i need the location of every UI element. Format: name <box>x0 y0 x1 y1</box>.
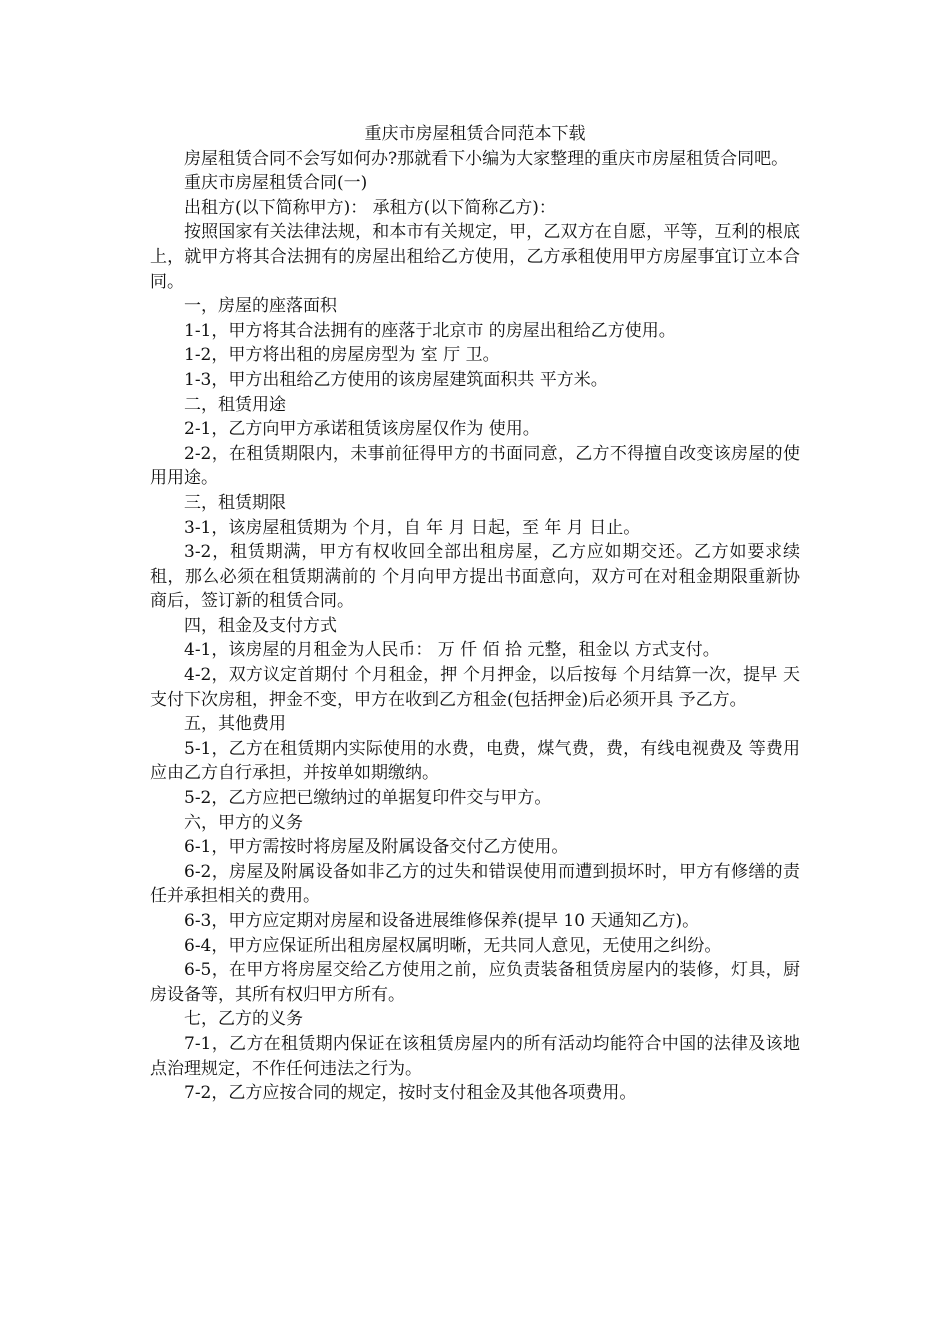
document-title: 重庆市房屋租赁合同范本下载 <box>364 124 586 144</box>
clause-7-1: 7-1，乙方在租赁期内保证在该租赁房屋内的所有活动均能符合中国的法律及该地点治理规定，不作任何违法之行为。 <box>150 1033 800 1079</box>
clause-4-1: 4-1，该房屋的月租金为人民币： 万 仟 佰 拾 元整，租金以 方式支付。 <box>184 640 720 661</box>
clause-4-2: 4-2，双方议定首期付 个月租金，押 个月押金，以后按每 个月结算一次，提早 天支付下次房租，押金不变，甲方在收到乙方租金(包括押金)后必须开具 予乙方。 <box>150 665 800 710</box>
section-heading-6: 六，甲方的义务 <box>184 812 303 833</box>
clause-6-3: 6-3，甲方应定期对房屋和设备进展维修保养(提早 10 天通知乙方)。 <box>184 911 700 931</box>
clause-3-1: 3-1，该房屋租赁期为 个月，自 年 月 日起，至 年 月 日止。 <box>184 517 641 538</box>
clause-1-3: 1-3，甲方出租给乙方使用的该房屋建筑面积共 平方米。 <box>184 369 608 390</box>
clause-6-1: 6-1，甲方需按时将房屋及附属设备交付乙方使用。 <box>184 837 569 858</box>
clause-6-5: 6-5，在甲方将房屋交给乙方使用之前，应负责装备租赁房屋内的装修，灯具，厨房设备等，其所有权归甲方所有。 <box>150 960 800 1005</box>
clause-5-1: 5-1，乙方在租赁期内实际使用的水费，电费，煤气费，费，有线电视费及 等费用应由乙方自行承担，并按单如期缴纳。 <box>150 738 800 784</box>
section-heading-3: 三，租赁期限 <box>184 492 286 513</box>
clause-2-2: 2-2，在租赁期限内，未事前征得甲方的书面同意，乙方不得擅自改变该房屋的使用用途。 <box>150 443 800 489</box>
clause-3-2: 3-2，租赁期满，甲方有权收回全部出租房屋，乙方应如期交还。乙方如要求续租，那么必须在租赁期满前的 个月向甲方提出书面意向，双方可在对租金期限重新协商后，签订新的租赁合同。 <box>150 542 800 612</box>
section-heading-1: 一，房屋的座落面积 <box>184 296 337 317</box>
intro-paragraph: 房屋租赁合同不会写如何办?那就看下小编为大家整理的重庆市房屋租赁合同吧。 <box>184 148 789 169</box>
section-heading-4: 四，租金及支付方式 <box>184 615 337 636</box>
clause-2-1: 2-1，乙方向甲方承诺租赁该房屋仅作为 使用。 <box>184 419 540 440</box>
preamble-paragraph: 按照国家有关法律法规，和本市有关规定，甲，乙双方在自愿，平等，互利的根底上，就甲方将其合法拥有的房屋出租给乙方使用，乙方承租使用甲方房屋事宜订立本合同。 <box>150 222 800 292</box>
section-heading-5: 五，其他费用 <box>184 714 286 735</box>
clause-7-2: 7-2，乙方应按合同的规定，按时支付租金及其他各项费用。 <box>184 1083 637 1104</box>
section-heading-7: 七，乙方的义务 <box>184 1009 303 1030</box>
clause-6-2: 6-2，房屋及附属设备如非乙方的过失和错误使用而遭到损坏时，甲方有修缮的责任并承担相关的费用。 <box>150 861 800 907</box>
clause-1-2: 1-2，甲方将出租的房屋房型为 室 厅 卫。 <box>184 345 500 366</box>
document-page <box>150 122 800 1106</box>
parties-line: 出租方(以下简称甲方)： 承租方(以下简称乙方)： <box>184 197 556 218</box>
clause-1-1: 1-1，甲方将其合法拥有的座落于北京市 的房屋出租给乙方使用。 <box>184 320 676 341</box>
section-heading-2: 二，租赁用途 <box>184 394 286 415</box>
contract-heading: 重庆市房屋租赁合同(一) <box>184 173 368 194</box>
clause-6-4: 6-4，甲方应保证所出租房屋权属明晰，无共同人意见，无使用之纠纷。 <box>184 935 722 956</box>
clause-5-2: 5-2，乙方应把已缴纳过的单据复印件交与甲方。 <box>184 788 552 809</box>
